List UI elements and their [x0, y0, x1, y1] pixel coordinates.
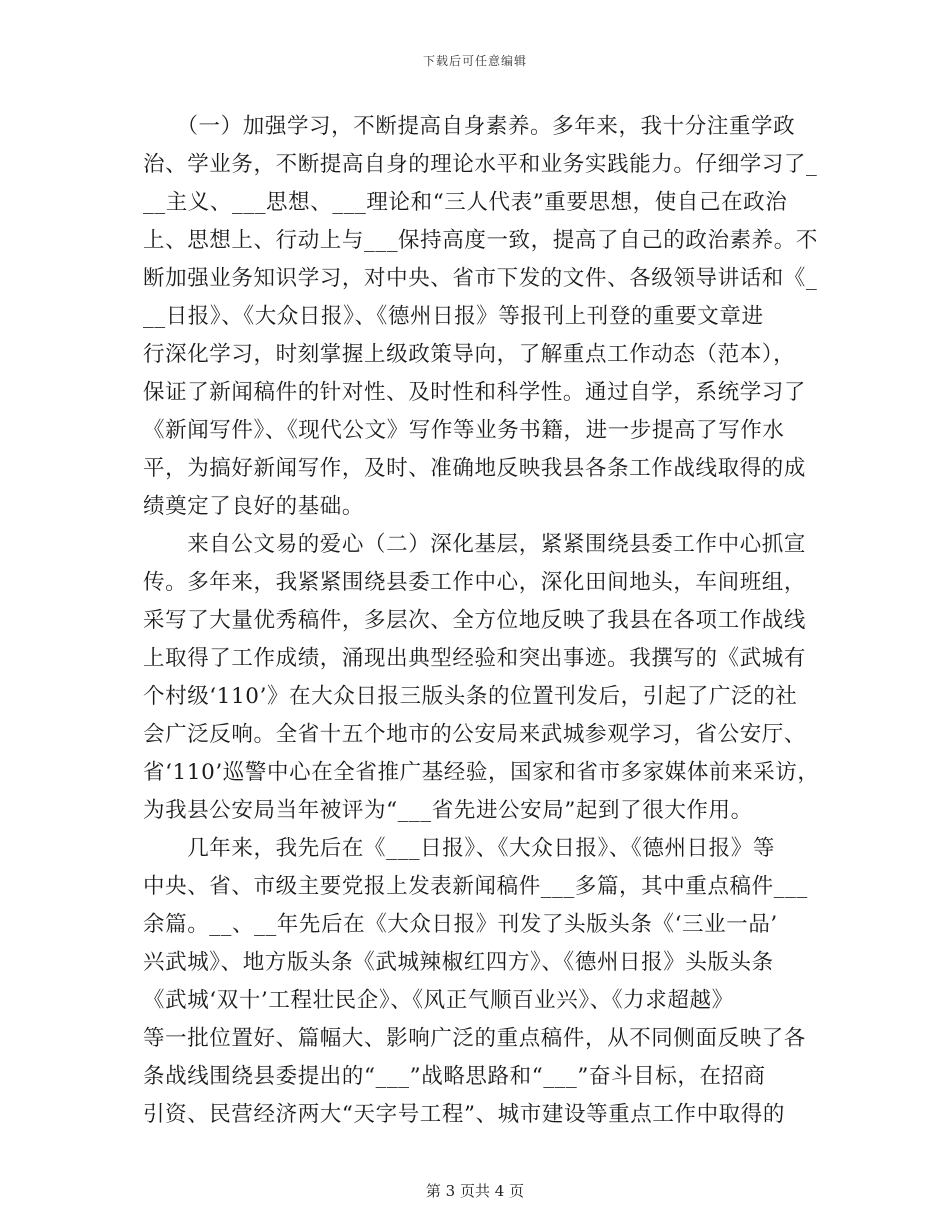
text-line: 《新闻写件》、《现代公文》写作等业务书籍，进一步提高了写作水: [143, 418, 785, 443]
text-line: 个村级‘110’》在大众日报三版头条的位置刊发后，引起了广泛的社: [143, 684, 798, 709]
document-body: [143, 108, 820, 1134]
text-line: （一）加强学习，不断提高自身素养。多年来，我十分注重学政: [143, 114, 796, 139]
text-line: 平，为搞好新闻写作，及时、准确地反映我县各条工作战线取得的成: [143, 456, 807, 481]
text-line: 兴武城》、地方版头条《武城辣椒红四方》、《德州日报》头版头条: [143, 950, 774, 975]
text-line: 条战线围绕县委提出的“___”战略思路和“___”奋斗目标，在招商: [143, 1064, 766, 1089]
text-line: __日报》、《大众日报》、《德州日报》等报刊上刊登的重要文章进: [143, 304, 764, 329]
text-line: 会广泛反响。全省十五个地市的公安局来武城参观学习，省公安厅、: [143, 722, 807, 747]
text-line: 保证了新闻稿件的针对性、及时性和科学性。通过自学，系统学习了: [143, 380, 807, 405]
text-line: 上、思想上、行动上与___保持高度一致，提高了自己的政治素养。不: [143, 228, 818, 253]
text-line: 治、学业务，不断提高自身的理论水平和业务实践能力。仔细学习了_: [143, 152, 818, 177]
text-line: 《武城‘双十’工程壮民企》、《风正气顺百业兴》、《力求超越》: [143, 988, 734, 1013]
text-line: 余篇。__、__年先后在《大众日报》刊发了头版头条《‘三业一品’: [143, 912, 778, 937]
text-line: 绩奠定了良好的基础。: [143, 494, 365, 519]
text-line: 省‘110’巡警中心在全省推广基经验，国家和省市多家媒体前来采访，: [143, 760, 820, 785]
text-line: 中央、省、市级主要党报上发表新闻稿件___多篇，其中重点稿件___: [143, 874, 808, 899]
text-line: 传。多年来，我紧紧围绕县委工作中心，深化田间地头，车间班组，: [143, 570, 807, 595]
text-line: 上取得了工作成绩，涌现出典型经验和突出事迹。我撰写的《武城有: [143, 646, 807, 671]
text-line: 来自公文易的爱心（二）深化基层，紧紧围绕县委工作中心抓宣: [143, 532, 807, 557]
text-line: 断加强业务知识学习，对中央、省市下发的文件、各级领导讲话和《_: [143, 266, 818, 291]
text-line: 采写了大量优秀稿件，多层次、全方位地反映了我县在各项工作战线: [143, 608, 807, 633]
text-line: 为我县公安局当年被评为“___省先进公安局”起到了很大作用。: [143, 798, 753, 823]
page-footer: 第 3 页共 4 页: [425, 1182, 525, 1200]
text-line: __主义、___思想、___理论和“三人代表”重要思想，使自己在政治: [143, 190, 788, 215]
text-line: 几年来，我先后在《___日报》、《大众日报》、《德州日报》等: [143, 836, 775, 861]
text-line: 引资、民营经济两大“天字号工程”、城市建设等重点工作中取得的: [143, 1102, 785, 1127]
text-line: 行深化学习，时刻掌握上级政策导向，了解重点工作动态（范本），: [143, 342, 796, 367]
page-header: 下载后可任意编辑: [422, 54, 527, 68]
text-line: 等一批位置好、篇幅大、影响广泛的重点稿件，从不同侧面反映了各: [143, 1026, 807, 1051]
